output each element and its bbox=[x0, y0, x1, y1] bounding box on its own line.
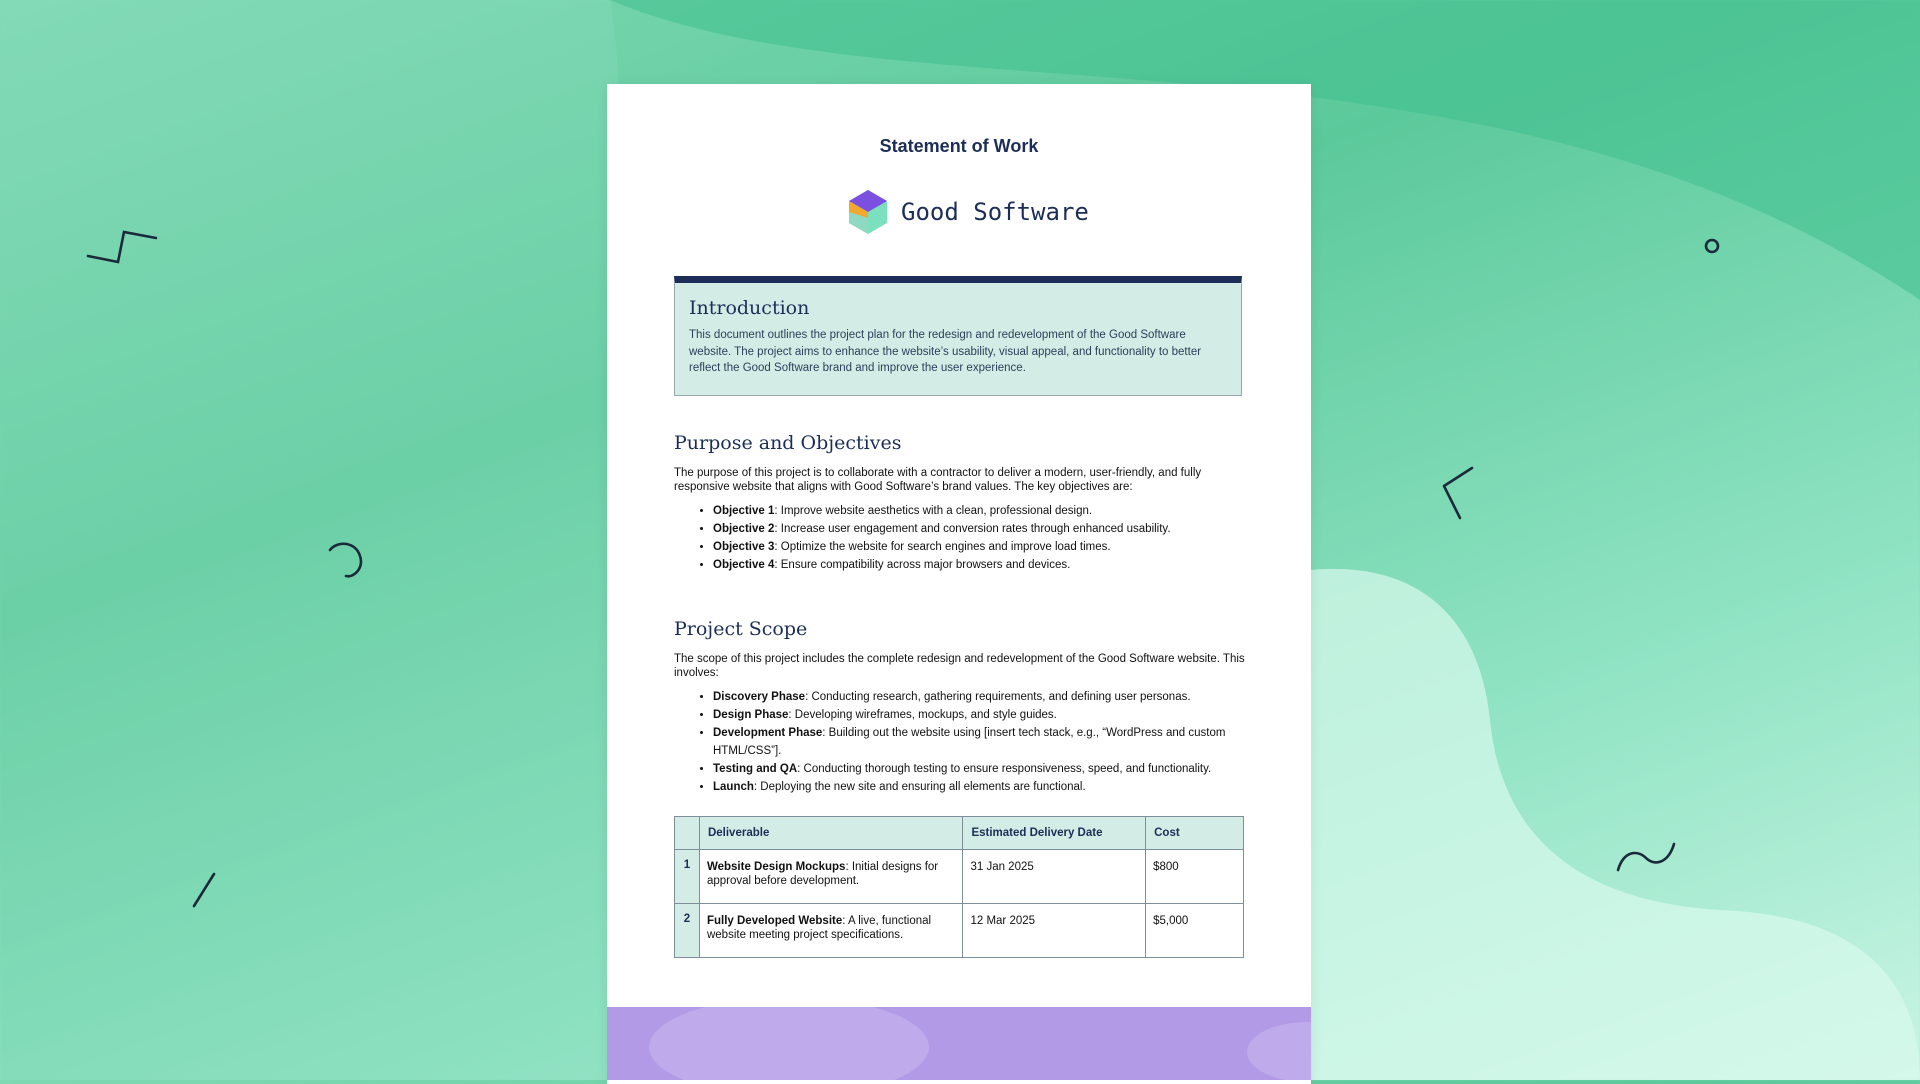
date-cell: 12 Mar 2025 bbox=[963, 904, 1146, 958]
table-header-row bbox=[675, 817, 1244, 850]
introduction-body: This document outlines the project plan for the redesign and redevelopment of the Good Software website. The project aims to enhance the website’s usability, visual appeal, and functionality to better reflect the Good Software brand and improve the user experience. bbox=[689, 329, 1202, 374]
list-item: • Objective 4: Ensure compatibility across major browsers and devices. bbox=[713, 556, 1246, 574]
list-item: • Objective 1: Improve website aesthetics with a clean, professional design. bbox=[713, 502, 1246, 520]
brand-name: Good Software bbox=[901, 198, 1089, 226]
header-num bbox=[675, 817, 700, 850]
circle-doodle bbox=[1702, 236, 1722, 256]
cost-cell: $5,000 bbox=[1146, 904, 1244, 958]
introduction-heading: Introduction bbox=[689, 297, 810, 319]
list-item: • Design Phase: Developing wireframes, mockups, and style guides. bbox=[713, 706, 1246, 724]
hexagon-logo-icon bbox=[847, 188, 889, 236]
header-deliverable: Deliverable bbox=[699, 817, 962, 850]
row-number: 2 bbox=[675, 904, 700, 958]
brand-logo bbox=[847, 188, 1089, 236]
scope-list bbox=[674, 688, 1246, 796]
table-row bbox=[675, 904, 1244, 958]
slash-doodle bbox=[188, 870, 218, 910]
wave-doodle bbox=[1614, 836, 1678, 876]
scope-section bbox=[674, 618, 1246, 796]
date-cell: 31 Jan 2025 bbox=[963, 850, 1146, 904]
chevron-doodle bbox=[1436, 464, 1476, 524]
arc-doodle bbox=[324, 538, 368, 582]
purpose-heading: Purpose and Objectives bbox=[674, 432, 902, 454]
objectives-list bbox=[674, 502, 1246, 574]
list-item: • Launch: Deploying the new site and ensuring all elements are functional. bbox=[713, 778, 1246, 796]
document-page bbox=[607, 84, 1311, 1084]
row-number: 1 bbox=[675, 850, 700, 904]
list-item: • Testing and QA: Conducting thorough testing to ensure responsiveness, speed, and functionality. bbox=[713, 760, 1246, 778]
cost-cell: $800 bbox=[1146, 850, 1244, 904]
list-item: • Development Phase: Building out the website using [insert tech stack, e.g., “WordPress and custom HTML/CSS”]. bbox=[713, 724, 1246, 760]
zigzag-doodle bbox=[84, 222, 160, 266]
introduction-box bbox=[674, 276, 1242, 396]
footer-blob-shapes bbox=[607, 1007, 1311, 1080]
purpose-body: The purpose of this project is to collaborate with a contractor to deliver a modern, user-friendly, and fully responsive website that aligns with Good Software’s brand values. The key objectives are: bbox=[674, 467, 1202, 493]
list-item: • Discovery Phase: Conducting research, gathering requirements, and defining user personas. bbox=[713, 688, 1246, 706]
table-row bbox=[675, 850, 1244, 904]
scope-body: The scope of this project includes the complete redesign and redevelopment of the Good Software website. This involves: bbox=[674, 653, 1245, 679]
document-title: Statement of Work bbox=[879, 136, 1039, 156]
header-cost: Cost bbox=[1146, 817, 1244, 850]
purpose-section bbox=[674, 432, 1246, 574]
scope-heading: Project Scope bbox=[674, 618, 808, 640]
deliverable-cell: Fully Developed Website: A live, functional website meeting project specifications. bbox=[699, 904, 962, 958]
header-date: Estimated Delivery Date bbox=[963, 817, 1146, 850]
deliverables-table bbox=[674, 816, 1244, 958]
list-item: • Objective 3: Optimize the website for search engines and improve load times. bbox=[713, 538, 1246, 556]
footer-band bbox=[607, 1007, 1311, 1080]
list-item: • Objective 2: Increase user engagement and conversion rates through enhanced usability. bbox=[713, 520, 1246, 538]
deliverable-cell: Website Design Mockups: Initial designs for approval before development. bbox=[699, 850, 962, 904]
